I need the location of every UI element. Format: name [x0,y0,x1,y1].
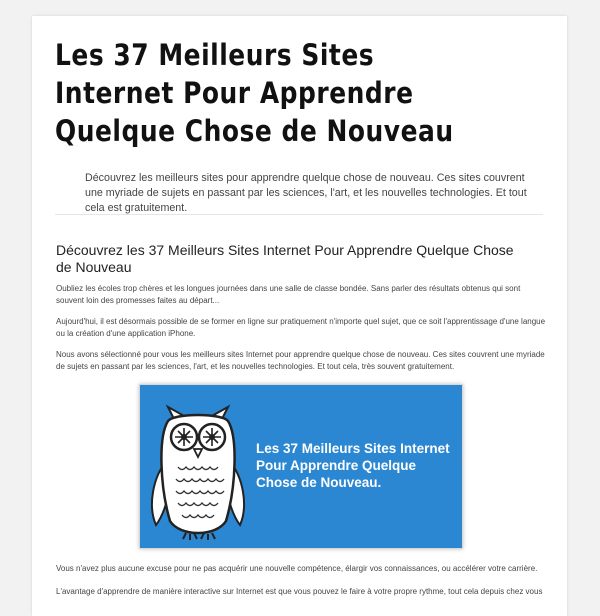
article-paragraph: L'avantage d'apprendre de manière interactive sur Internet est que vous pouvez le faire à votre propre rythme, tout cela depuis chez vous [56,587,543,596]
article-title[interactable]: Découvrez les 37 Meilleurs Sites Internet Pour Apprendre Quelque Chose de Nouveau [56,242,514,275]
page-card [32,16,567,616]
site-title[interactable]: Les 37 Meilleurs Sites Internet Pour Apprendre Quelque Chose de Nouveau [55,38,454,148]
site-description: Découvrez les meilleurs sites pour apprendre quelque chose de nouveau. Ces sites couvrent une myriade de sujets en passant par les sciences, l'art, et les nouvelles technologies. Et tout cela est gratuitement. [85,172,527,214]
article-paragraph: Oubliez les écoles trop chères et les longues journées dans une salle de classe bondée. Sans parler des résultats obtenus qui sont souvent loin des promesses faites au départ... [56,284,521,305]
article-paragraph: Vous n'avez plus aucune excuse pour ne pas acquérir une nouvelle compétence, élargir vos connaissances, ou accélérer votre carrière. [56,564,538,573]
article-paragraph: Nous avons sélectionné pour vous les meilleurs sites Internet pour apprendre quelque chose de nouveau. Ces sites couvrent une myriade de sujets en passant par les sciences, l'art, et les nouvelles technologies. Et tout cela, très souvent gratuitement. [56,350,545,371]
owl-icon [146,397,250,542]
banner-caption: Les 37 Meilleurs Sites Internet Pour Apprendre Quelque Chose de Nouveau. [256,441,450,490]
article-paragraph: Aujourd'hui, il est désormais possible de se former en ligne sur pratiquement n'importe quel sujet, que ce soit l'apprentissage d'une langue ou la création d'une application iPhone. [56,317,546,338]
article-banner-image[interactable] [139,384,463,549]
divider [55,214,543,215]
